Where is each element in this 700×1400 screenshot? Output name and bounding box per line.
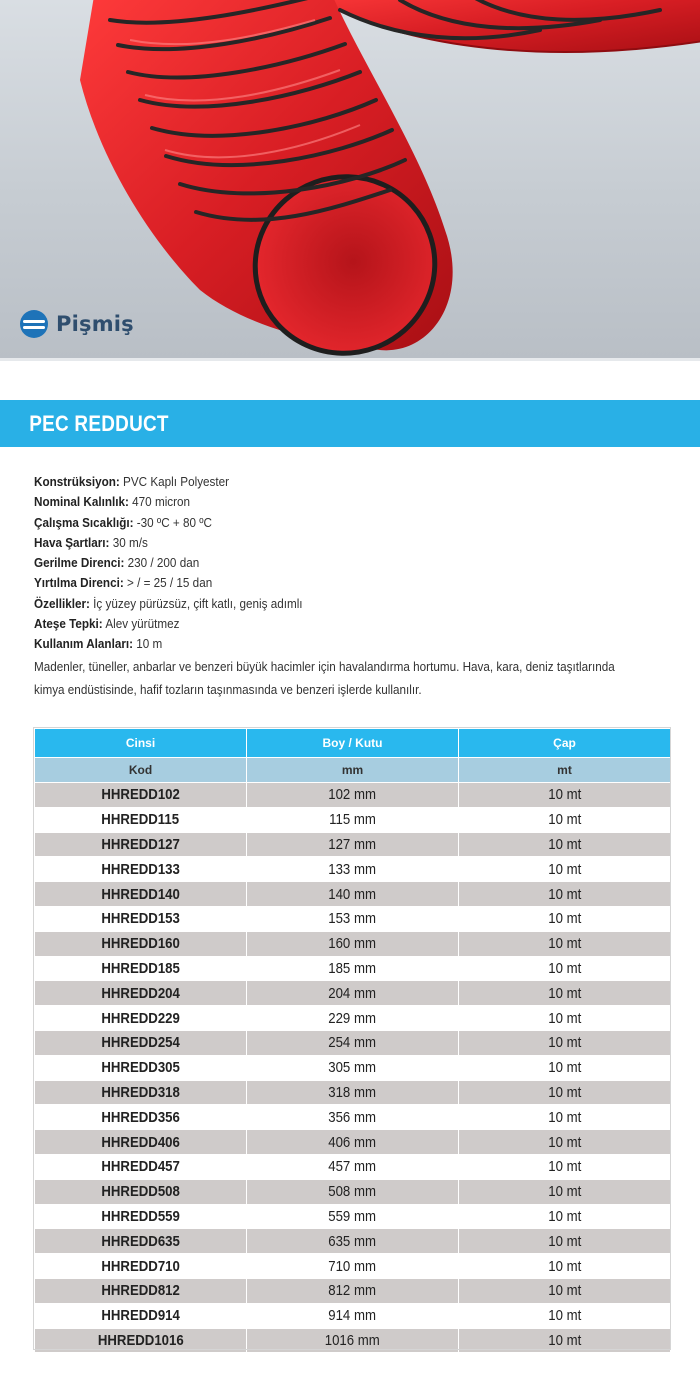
spec-value: PVC Kaplı Polyester <box>119 474 230 489</box>
cell-text: HHREDD160 <box>101 935 180 953</box>
length-cell <box>247 1229 459 1254</box>
product-code-cell <box>35 1328 247 1353</box>
product-code-cell <box>35 1030 247 1055</box>
length-cell <box>247 956 459 981</box>
table-row <box>35 1303 671 1328</box>
table-row <box>35 931 671 956</box>
spec-air-conditions <box>34 533 619 553</box>
cell-text: HHREDD229 <box>101 1009 180 1027</box>
spec-label: Konstrüksiyon: <box>34 474 120 489</box>
spec-label: Yırtılma Direnci: <box>34 575 124 591</box>
length-cell <box>247 981 459 1006</box>
cell-text: HHREDD1016 <box>97 1331 184 1349</box>
cell-text: 127 mm <box>328 835 377 853</box>
cell-text: 153 mm <box>328 910 377 928</box>
divider <box>0 358 700 361</box>
table-row <box>35 1154 671 1179</box>
cell-text: 305 mm <box>328 1059 377 1077</box>
spec-label: Çalışma Sıcaklığı: <box>34 514 134 530</box>
cell-text: 10 mt <box>547 860 581 878</box>
description-line: Madenler, tüneller, anbarlar ve benzeri büyük hacimler için havalandırma hortumu. Hava, kara, deniz taşıtlarında <box>34 658 615 674</box>
table-row <box>35 832 671 857</box>
length-cell <box>247 1030 459 1055</box>
cell-text: HHREDD115 <box>101 811 180 829</box>
cell-text: 10 mt <box>547 1034 581 1052</box>
diameter-cell <box>459 1006 671 1031</box>
spec-thickness <box>34 492 619 512</box>
cell-text: 10 mt <box>547 885 581 903</box>
length-cell <box>247 1204 459 1229</box>
cell-text: HHREDD710 <box>101 1257 180 1275</box>
diameter-cell <box>459 906 671 931</box>
spec-value: 30 m/s <box>109 534 148 550</box>
cell-text: 635 mm <box>328 1232 377 1250</box>
length-cell <box>247 1130 459 1155</box>
product-code-cell <box>35 832 247 857</box>
product-code-cell <box>35 931 247 956</box>
length-cell <box>247 906 459 931</box>
cell-text: HHREDD457 <box>101 1158 180 1176</box>
cell-text: 10 mt <box>547 959 581 977</box>
product-code-cell <box>35 807 247 832</box>
spec-value: 10 m <box>133 636 163 652</box>
cell-text: 10 mt <box>547 811 581 829</box>
product-code-cell <box>35 1229 247 1254</box>
product-code-cell <box>35 1105 247 1130</box>
diameter-cell <box>459 1154 671 1179</box>
table-row <box>35 1179 671 1204</box>
spec-temperature <box>34 513 619 533</box>
cell-text: HHREDD508 <box>101 1183 180 1201</box>
cell-text: 914 mm <box>328 1307 377 1325</box>
cell-text: 10 mt <box>547 1183 581 1201</box>
cell-text: HHREDD559 <box>101 1207 180 1225</box>
cell-text: 102 mm <box>328 786 377 804</box>
table-row <box>35 1055 671 1080</box>
cell-text: HHREDD140 <box>101 885 180 903</box>
cell-text: 10 mt <box>547 1307 581 1325</box>
spec-fire-reaction <box>34 614 619 634</box>
spec-construction <box>34 472 619 492</box>
cell-text: HHREDD204 <box>101 984 180 1002</box>
diameter-cell <box>459 832 671 857</box>
diameter-cell <box>459 956 671 981</box>
cell-text: HHREDD406 <box>101 1133 180 1151</box>
brand-name: Pişmiş <box>56 312 134 336</box>
product-code-cell <box>35 882 247 907</box>
cell-text: 10 mt <box>547 1009 581 1027</box>
table-body <box>35 783 671 1353</box>
table-row <box>35 1254 671 1279</box>
spec-label: Hava Şartları: <box>34 534 110 550</box>
spec-usage-areas <box>34 634 619 654</box>
length-cell <box>247 783 459 808</box>
diameter-cell <box>459 1179 671 1204</box>
cell-text: HHREDD153 <box>101 910 180 928</box>
table-row <box>35 956 671 981</box>
diameter-cell <box>459 1278 671 1303</box>
cell-text: 10 mt <box>547 1282 581 1300</box>
table-subheader-row <box>35 758 671 783</box>
product-code-cell <box>35 1179 247 1204</box>
length-cell <box>247 1105 459 1130</box>
length-cell <box>247 832 459 857</box>
cell-text: HHREDD127 <box>101 835 180 853</box>
product-code-cell <box>35 1080 247 1105</box>
cell-text: 160 mm <box>328 935 377 953</box>
length-cell <box>247 1154 459 1179</box>
cell-text: 10 mt <box>547 1158 581 1176</box>
cell-text: 457 mm <box>328 1158 377 1176</box>
spec-label: Nominal Kalınlık: <box>34 494 129 510</box>
spec-value: 230 / 200 dan <box>124 555 200 571</box>
cell-text: 559 mm <box>328 1207 377 1225</box>
spec-tear-resistance <box>34 573 619 593</box>
title-banner <box>0 400 700 447</box>
cell-text: HHREDD812 <box>101 1282 180 1300</box>
spec-value: > / = 25 / 15 dan <box>123 575 213 591</box>
diameter-cell <box>459 1055 671 1080</box>
diameter-cell <box>459 1204 671 1229</box>
cell-text: 10 mt <box>547 835 581 853</box>
cell-text: 133 mm <box>328 860 377 878</box>
product-code-cell <box>35 783 247 808</box>
cell-text: 710 mm <box>328 1257 377 1275</box>
column-header-type: Cinsi <box>35 729 247 758</box>
cell-text: 204 mm <box>328 984 377 1002</box>
product-code-cell <box>35 1130 247 1155</box>
product-code-cell <box>35 857 247 882</box>
table-row <box>35 1229 671 1254</box>
cell-text: 10 mt <box>547 1133 581 1151</box>
cell-text: HHREDD356 <box>101 1108 180 1126</box>
cell-text: HHREDD305 <box>101 1059 180 1077</box>
pismis-logo-icon <box>20 310 48 338</box>
cell-text: 10 mt <box>547 1257 581 1275</box>
diameter-cell <box>459 1254 671 1279</box>
diameter-cell <box>459 931 671 956</box>
table-row <box>35 1328 671 1353</box>
cell-text: 10 mt <box>547 935 581 953</box>
spec-features <box>34 594 619 614</box>
table-row <box>35 906 671 931</box>
diameter-cell <box>459 1303 671 1328</box>
table-row <box>35 1080 671 1105</box>
length-cell <box>247 1278 459 1303</box>
table-header-row <box>35 729 671 758</box>
product-code-cell <box>35 1254 247 1279</box>
diameter-cell <box>459 981 671 1006</box>
diameter-cell <box>459 1105 671 1130</box>
diameter-cell <box>459 783 671 808</box>
description-line: kimya endüstisinde, hafif tozların taşınmasında ve benzeri işlerde kullanılır. <box>34 681 422 697</box>
length-cell <box>247 882 459 907</box>
cell-text: HHREDD254 <box>101 1034 180 1052</box>
diameter-cell <box>459 1080 671 1105</box>
cell-text: 10 mt <box>547 1083 581 1101</box>
product-table <box>34 728 671 1353</box>
cell-text: HHREDD914 <box>101 1307 180 1325</box>
page-title: PEC REDDUCT <box>29 411 169 436</box>
product-code-cell <box>35 981 247 1006</box>
spec-value: -30 ºC + 80 ºC <box>133 514 212 530</box>
cell-text: HHREDD185 <box>101 959 180 977</box>
diameter-cell <box>459 882 671 907</box>
product-code-cell <box>35 906 247 931</box>
table-row <box>35 1105 671 1130</box>
cell-text: 356 mm <box>328 1108 377 1126</box>
cell-text: 318 mm <box>328 1083 377 1101</box>
spec-list <box>34 472 684 701</box>
product-code-cell <box>35 1303 247 1328</box>
spec-value: Alev yürütmez <box>102 616 180 632</box>
spec-label: Ateşe Tepki: <box>34 616 103 632</box>
diameter-cell <box>459 1030 671 1055</box>
table-row <box>35 1130 671 1155</box>
usage-description <box>34 655 664 701</box>
brand-logo <box>20 310 134 338</box>
product-image <box>0 0 700 358</box>
table-row <box>35 783 671 808</box>
length-cell <box>247 931 459 956</box>
column-header-diameter: Çap <box>459 729 671 758</box>
spec-value: İç yüzey pürüzsüz, çift katlı, geniş adımlı <box>89 595 303 611</box>
cell-text: 10 mt <box>547 910 581 928</box>
diameter-cell <box>459 1328 671 1353</box>
length-cell <box>247 807 459 832</box>
length-cell <box>247 1080 459 1105</box>
diameter-cell <box>459 1130 671 1155</box>
column-subheader-mm: mm <box>247 758 459 783</box>
table-row <box>35 807 671 832</box>
spec-label: Gerilme Direnci: <box>34 555 125 571</box>
cell-text: 254 mm <box>328 1034 377 1052</box>
cell-text: 812 mm <box>328 1282 377 1300</box>
spec-value: 470 micron <box>128 494 191 510</box>
cell-text: 406 mm <box>328 1133 377 1151</box>
length-cell <box>247 1006 459 1031</box>
cell-text: 10 mt <box>547 1331 581 1349</box>
length-cell <box>247 1303 459 1328</box>
diameter-cell <box>459 857 671 882</box>
table-row <box>35 1006 671 1031</box>
cell-text: 10 mt <box>547 1207 581 1225</box>
cell-text: 10 mt <box>547 1059 581 1077</box>
table-row <box>35 1204 671 1229</box>
diameter-cell <box>459 807 671 832</box>
cell-text: 140 mm <box>328 885 377 903</box>
cell-text: HHREDD133 <box>101 860 180 878</box>
length-cell <box>247 1328 459 1353</box>
diameter-cell <box>459 1229 671 1254</box>
spec-label: Özellikler: <box>34 595 90 611</box>
cell-text: 10 mt <box>547 1232 581 1250</box>
cell-text: 10 mt <box>547 984 581 1002</box>
length-cell <box>247 1055 459 1080</box>
cell-text: 1016 mm <box>324 1331 381 1349</box>
cell-text: HHREDD318 <box>101 1083 180 1101</box>
cell-text: 10 mt <box>547 1108 581 1126</box>
table-row <box>35 857 671 882</box>
cell-text: 115 mm <box>329 811 376 829</box>
spec-tensile-strength <box>34 553 619 573</box>
product-code-cell <box>35 1055 247 1080</box>
cell-text: 185 mm <box>328 959 377 977</box>
product-code-cell <box>35 1006 247 1031</box>
product-code-cell <box>35 1278 247 1303</box>
cell-text: 229 mm <box>328 1009 377 1027</box>
red-duct-hose-illustration <box>0 0 700 358</box>
cell-text: 10 mt <box>547 786 581 804</box>
spec-label: Kullanım Alanları: <box>34 636 134 652</box>
cell-text: HHREDD102 <box>101 786 180 804</box>
table-row <box>35 981 671 1006</box>
table-row <box>35 1030 671 1055</box>
cell-text: HHREDD635 <box>101 1232 180 1250</box>
table-row <box>35 1278 671 1303</box>
length-cell <box>247 1254 459 1279</box>
product-code-cell <box>35 956 247 981</box>
length-cell <box>247 1179 459 1204</box>
product-code-cell <box>35 1154 247 1179</box>
column-header-length: Boy / Kutu <box>247 729 459 758</box>
table-row <box>35 882 671 907</box>
cell-text: 508 mm <box>328 1183 377 1201</box>
length-cell <box>247 857 459 882</box>
column-subheader-code: Kod <box>35 758 247 783</box>
product-code-cell <box>35 1204 247 1229</box>
column-subheader-mt: mt <box>459 758 671 783</box>
